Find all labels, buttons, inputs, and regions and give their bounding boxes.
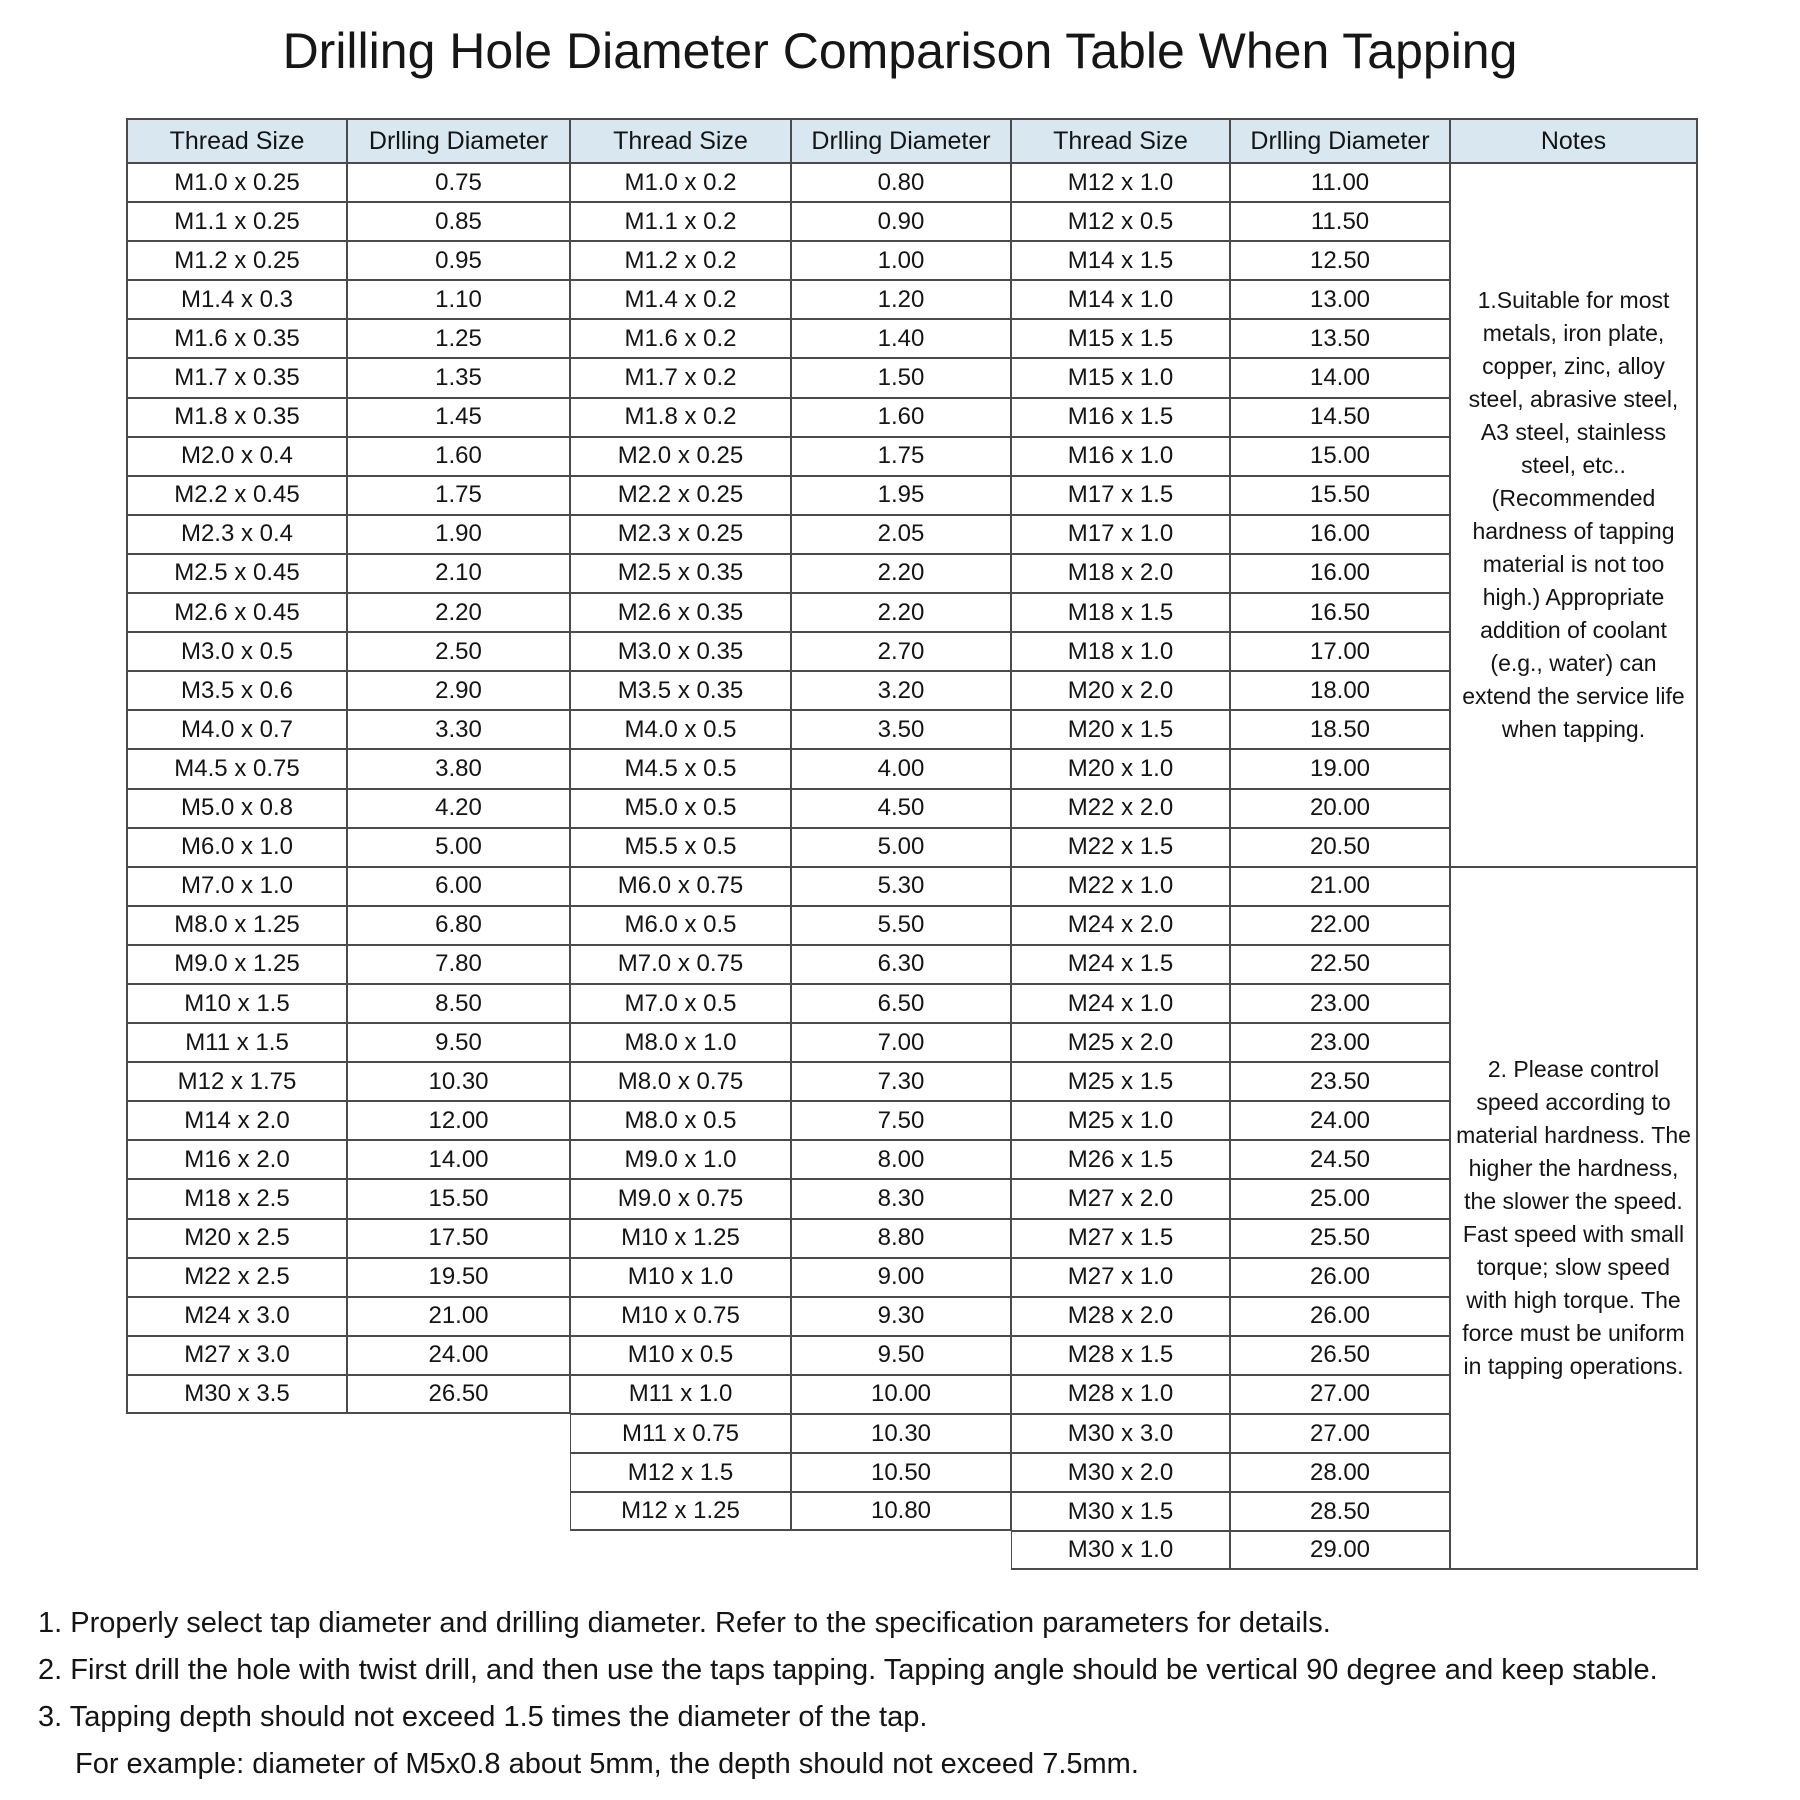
thread-size-cell: M7.0 x 0.75: [570, 945, 791, 984]
drill-diameter-cell: 24.00: [1230, 1101, 1450, 1140]
drill-diameter-cell: 1.00: [791, 241, 1011, 280]
drill-diameter-cell: 2.50: [347, 632, 570, 671]
thread-size-cell: M5.0 x 0.8: [126, 789, 347, 828]
drill-diameter-cell: 6.00: [347, 867, 570, 906]
drill-diameter-cell: 8.30: [791, 1179, 1011, 1218]
notes-cell: 1.Suitable for most metals, iron plate, copper, zinc, alloy steel, abrasive steel, A3 steel, stainless steel, etc..(Recommended hardness of tapping material is not too high.) Appropriate addition of coolant (e.g., water) can extend the service life when tapping.: [1450, 163, 1698, 867]
drill-diameter-cell: 1.95: [791, 476, 1011, 515]
drill-diameter-cell: 1.25: [347, 319, 570, 358]
drill-diameter-cell: 9.50: [791, 1336, 1011, 1375]
drill-diameter-cell: 5.30: [791, 867, 1011, 906]
drill-diameter-cell: 14.00: [347, 1140, 570, 1179]
drill-diameter-cell: 1.60: [791, 398, 1011, 437]
thread-size-cell: M1.0 x 0.2: [570, 163, 791, 202]
drill-diameter-cell: 0.80: [791, 163, 1011, 202]
drill-diameter-cell: 17.50: [347, 1219, 570, 1258]
drill-diameter-cell: 9.00: [791, 1258, 1011, 1297]
thread-size-cell: M2.6 x 0.35: [570, 593, 791, 632]
drill-diameter-cell: 2.20: [347, 593, 570, 632]
thread-size-cell: M18 x 1.0: [1011, 632, 1230, 671]
drill-diameter-cell: 20.00: [1230, 789, 1450, 828]
thread-size-cell: M5.5 x 0.5: [570, 828, 791, 867]
thread-size-cell: M27 x 1.0: [1011, 1258, 1230, 1297]
thread-size-cell: M25 x 1.0: [1011, 1101, 1230, 1140]
column-header: Thread Size: [570, 118, 791, 163]
drill-diameter-cell: 2.05: [791, 515, 1011, 554]
drill-diameter-cell: 4.20: [347, 789, 570, 828]
thread-size-cell: M14 x 1.5: [1011, 241, 1230, 280]
thread-size-cell: M14 x 1.0: [1011, 280, 1230, 319]
drill-diameter-cell: 15.50: [1230, 476, 1450, 515]
thread-size-cell: M26 x 1.5: [1011, 1140, 1230, 1179]
thread-size-cell: M10 x 0.5: [570, 1336, 791, 1375]
drill-diameter-cell: 1.45: [347, 398, 570, 437]
thread-size-cell: M1.2 x 0.2: [570, 241, 791, 280]
thread-size-cell: M20 x 1.0: [1011, 749, 1230, 788]
thread-size-cell: M1.8 x 0.35: [126, 398, 347, 437]
drill-diameter-cell: 18.00: [1230, 671, 1450, 710]
thread-size-cell: M30 x 3.0: [1011, 1414, 1230, 1453]
drill-diameter-cell: 16.50: [1230, 593, 1450, 632]
thread-size-cell: M24 x 1.0: [1011, 984, 1230, 1023]
drill-diameter-cell: 8.00: [791, 1140, 1011, 1179]
drill-diameter-cell: 1.35: [347, 358, 570, 397]
thread-size-cell: M1.4 x 0.3: [126, 280, 347, 319]
drill-diameter-cell: 9.50: [347, 1023, 570, 1062]
column-header: Drlling Diameter: [347, 118, 570, 163]
thread-size-cell: M12 x 0.5: [1011, 202, 1230, 241]
drill-diameter-cell: 19.00: [1230, 749, 1450, 788]
thread-size-cell: M30 x 1.5: [1011, 1492, 1230, 1531]
thread-size-cell: M1.1 x 0.2: [570, 202, 791, 241]
thread-size-cell: M6.0 x 0.5: [570, 906, 791, 945]
thread-size-cell: M4.5 x 0.5: [570, 749, 791, 788]
thread-size-cell: M4.5 x 0.75: [126, 749, 347, 788]
footer-note-example: For example: diameter of M5x0.8 about 5mm, the depth should not exceed 7.5mm.: [75, 1748, 1139, 1780]
drill-diameter-cell: 7.50: [791, 1101, 1011, 1140]
thread-size-cell: M28 x 1.5: [1011, 1336, 1230, 1375]
drill-diameter-cell: 11.00: [1230, 163, 1450, 202]
thread-size-cell: M8.0 x 0.75: [570, 1062, 791, 1101]
thread-size-cell: M15 x 1.5: [1011, 319, 1230, 358]
thread-size-cell: M3.0 x 0.35: [570, 632, 791, 671]
thread-size-cell: M12 x 1.25: [570, 1492, 791, 1531]
drill-diameter-cell: 0.85: [347, 202, 570, 241]
drill-diameter-cell: 21.00: [1230, 867, 1450, 906]
thread-size-cell: M9.0 x 0.75: [570, 1179, 791, 1218]
thread-size-cell: M16 x 2.0: [126, 1140, 347, 1179]
thread-size-cell: M8.0 x 1.25: [126, 906, 347, 945]
drill-diameter-cell: 10.00: [791, 1375, 1011, 1414]
drill-diameter-cell: 24.50: [1230, 1140, 1450, 1179]
thread-size-cell: M4.0 x 0.7: [126, 710, 347, 749]
drill-diameter-cell: 1.90: [347, 515, 570, 554]
drill-diameter-cell: 4.00: [791, 749, 1011, 788]
thread-size-cell: M1.7 x 0.2: [570, 358, 791, 397]
column-header: Thread Size: [1011, 118, 1230, 163]
thread-size-cell: M7.0 x 1.0: [126, 867, 347, 906]
thread-size-cell: M18 x 2.5: [126, 1179, 347, 1218]
drill-diameter-cell: 26.50: [1230, 1336, 1450, 1375]
drill-diameter-cell: 8.80: [791, 1219, 1011, 1258]
column-header: Thread Size: [126, 118, 347, 163]
drill-diameter-cell: 3.30: [347, 710, 570, 749]
thread-size-cell: M2.5 x 0.35: [570, 554, 791, 593]
thread-size-cell: M16 x 1.0: [1011, 437, 1230, 476]
thread-size-cell: M4.0 x 0.5: [570, 710, 791, 749]
drill-diameter-cell: 23.50: [1230, 1062, 1450, 1101]
thread-size-cell: M3.5 x 0.6: [126, 671, 347, 710]
drill-diameter-cell: 1.60: [347, 437, 570, 476]
thread-size-cell: M27 x 2.0: [1011, 1179, 1230, 1218]
drill-diameter-cell: 1.75: [347, 476, 570, 515]
drill-diameter-cell: 1.10: [347, 280, 570, 319]
drill-diameter-cell: 19.50: [347, 1258, 570, 1297]
comparison-table: [126, 118, 1698, 1570]
drill-diameter-cell: 12.50: [1230, 241, 1450, 280]
column-header: Drlling Diameter: [1230, 118, 1450, 163]
thread-size-cell: M12 x 1.5: [570, 1453, 791, 1492]
drill-diameter-cell: 27.00: [1230, 1414, 1450, 1453]
thread-size-cell: M2.0 x 0.25: [570, 437, 791, 476]
thread-size-cell: M1.6 x 0.35: [126, 319, 347, 358]
drill-diameter-cell: 28.00: [1230, 1453, 1450, 1492]
thread-size-cell: M18 x 1.5: [1011, 593, 1230, 632]
drill-diameter-cell: 25.50: [1230, 1219, 1450, 1258]
drill-diameter-cell: 3.50: [791, 710, 1011, 749]
drill-diameter-cell: 0.95: [347, 241, 570, 280]
thread-size-cell: M17 x 1.5: [1011, 476, 1230, 515]
thread-size-cell: M10 x 1.0: [570, 1258, 791, 1297]
thread-size-cell: M30 x 3.5: [126, 1375, 347, 1414]
thread-size-cell: M2.2 x 0.45: [126, 476, 347, 515]
thread-size-cell: M12 x 1.0: [1011, 163, 1230, 202]
thread-size-cell: M10 x 0.75: [570, 1297, 791, 1336]
drill-diameter-cell: 12.00: [347, 1101, 570, 1140]
drill-diameter-cell: 2.20: [791, 593, 1011, 632]
thread-size-cell: M22 x 1.0: [1011, 867, 1230, 906]
thread-size-cell: M17 x 1.0: [1011, 515, 1230, 554]
page-title: Drilling Hole Diameter Comparison Table When Tapping: [282, 23, 1518, 79]
thread-size-cell: M8.0 x 1.0: [570, 1023, 791, 1062]
drill-diameter-cell: 21.00: [347, 1297, 570, 1336]
thread-size-cell: M28 x 2.0: [1011, 1297, 1230, 1336]
drill-diameter-cell: 29.00: [1230, 1531, 1450, 1570]
thread-size-cell: M24 x 2.0: [1011, 906, 1230, 945]
thread-size-cell: M8.0 x 0.5: [570, 1101, 791, 1140]
thread-size-cell: M5.0 x 0.5: [570, 789, 791, 828]
thread-size-cell: M1.8 x 0.2: [570, 398, 791, 437]
thread-size-cell: M10 x 1.5: [126, 984, 347, 1023]
drill-diameter-cell: 2.10: [347, 554, 570, 593]
thread-size-cell: M16 x 1.5: [1011, 398, 1230, 437]
drill-diameter-cell: 22.00: [1230, 906, 1450, 945]
drill-diameter-cell: 23.00: [1230, 984, 1450, 1023]
thread-size-cell: M11 x 1.0: [570, 1375, 791, 1414]
drill-diameter-cell: 14.00: [1230, 358, 1450, 397]
thread-size-cell: M18 x 2.0: [1011, 554, 1230, 593]
thread-size-cell: M2.0 x 0.4: [126, 437, 347, 476]
thread-size-cell: M6.0 x 1.0: [126, 828, 347, 867]
drill-diameter-cell: 9.30: [791, 1297, 1011, 1336]
drill-diameter-cell: 5.00: [347, 828, 570, 867]
thread-size-cell: M22 x 2.0: [1011, 789, 1230, 828]
drill-diameter-cell: 1.75: [791, 437, 1011, 476]
thread-size-cell: M27 x 1.5: [1011, 1219, 1230, 1258]
thread-size-cell: M12 x 1.75: [126, 1062, 347, 1101]
thread-size-cell: M3.0 x 0.5: [126, 632, 347, 671]
drill-diameter-cell: 20.50: [1230, 828, 1450, 867]
drill-diameter-cell: 3.20: [791, 671, 1011, 710]
drill-diameter-cell: 16.00: [1230, 515, 1450, 554]
drill-diameter-cell: 3.80: [347, 749, 570, 788]
thread-size-cell: M2.3 x 0.25: [570, 515, 791, 554]
thread-size-cell: M2.6 x 0.45: [126, 593, 347, 632]
thread-size-cell: M25 x 1.5: [1011, 1062, 1230, 1101]
drill-diameter-cell: 2.20: [791, 554, 1011, 593]
drill-diameter-cell: 1.20: [791, 280, 1011, 319]
footer-note-1: 1. Properly select tap diameter and drilling diameter. Refer to the specification parameters for details.: [38, 1607, 1331, 1639]
column-header: Notes: [1450, 118, 1698, 163]
thread-size-cell: M10 x 1.25: [570, 1219, 791, 1258]
drill-diameter-cell: 6.30: [791, 945, 1011, 984]
drill-diameter-cell: 15.50: [347, 1179, 570, 1218]
drill-diameter-cell: 6.80: [347, 906, 570, 945]
drill-diameter-cell: 14.50: [1230, 398, 1450, 437]
thread-size-cell: M20 x 1.5: [1011, 710, 1230, 749]
drill-diameter-cell: 18.50: [1230, 710, 1450, 749]
footer-note-3: 3. Tapping depth should not exceed 1.5 times the diameter of the tap.: [38, 1701, 928, 1733]
drill-diameter-cell: 26.00: [1230, 1297, 1450, 1336]
drill-diameter-cell: 13.00: [1230, 280, 1450, 319]
thread-size-cell: M2.2 x 0.25: [570, 476, 791, 515]
drill-diameter-cell: 2.70: [791, 632, 1011, 671]
thread-size-cell: M15 x 1.0: [1011, 358, 1230, 397]
thread-size-cell: M28 x 1.0: [1011, 1375, 1230, 1414]
drill-diameter-cell: 25.00: [1230, 1179, 1450, 1218]
thread-size-cell: M30 x 1.0: [1011, 1531, 1230, 1570]
thread-size-cell: M2.3 x 0.4: [126, 515, 347, 554]
thread-size-cell: M3.5 x 0.35: [570, 671, 791, 710]
drill-diameter-cell: 0.75: [347, 163, 570, 202]
drill-diameter-cell: 7.00: [791, 1023, 1011, 1062]
drill-diameter-cell: 4.50: [791, 789, 1011, 828]
thread-size-cell: M1.4 x 0.2: [570, 280, 791, 319]
drill-diameter-cell: 7.80: [347, 945, 570, 984]
drill-diameter-cell: 28.50: [1230, 1492, 1450, 1531]
drill-diameter-cell: 26.50: [347, 1375, 570, 1414]
drill-diameter-cell: 0.90: [791, 202, 1011, 241]
thread-size-cell: M20 x 2.0: [1011, 671, 1230, 710]
drill-diameter-cell: 24.00: [347, 1336, 570, 1375]
thread-size-cell: M7.0 x 0.5: [570, 984, 791, 1023]
drill-diameter-cell: 1.40: [791, 319, 1011, 358]
thread-size-cell: M1.0 x 0.25: [126, 163, 347, 202]
thread-size-cell: M22 x 2.5: [126, 1258, 347, 1297]
drill-diameter-cell: 27.00: [1230, 1375, 1450, 1414]
thread-size-cell: M24 x 3.0: [126, 1297, 347, 1336]
thread-size-cell: M1.2 x 0.25: [126, 241, 347, 280]
thread-size-cell: M27 x 3.0: [126, 1336, 347, 1375]
drill-diameter-cell: 10.80: [791, 1492, 1011, 1531]
drill-diameter-cell: 16.00: [1230, 554, 1450, 593]
drill-diameter-cell: 13.50: [1230, 319, 1450, 358]
drill-diameter-cell: 22.50: [1230, 945, 1450, 984]
drill-diameter-cell: 11.50: [1230, 202, 1450, 241]
thread-size-cell: M20 x 2.5: [126, 1219, 347, 1258]
drill-diameter-cell: 26.00: [1230, 1258, 1450, 1297]
thread-size-cell: M11 x 0.75: [570, 1414, 791, 1453]
drill-diameter-cell: 7.30: [791, 1062, 1011, 1101]
drill-diameter-cell: 10.30: [347, 1062, 570, 1101]
drill-diameter-cell: 10.50: [791, 1453, 1011, 1492]
drill-diameter-cell: 15.00: [1230, 437, 1450, 476]
thread-size-cell: M24 x 1.5: [1011, 945, 1230, 984]
thread-size-cell: M25 x 2.0: [1011, 1023, 1230, 1062]
footer-note-2: 2. First drill the hole with twist drill, and then use the taps tapping. Tapping angle should be vertical 90 degree and keep stable.: [38, 1654, 1658, 1686]
notes-cell: 2. Please control speed according to material hardness. The higher the hardness, the slower the speed. Fast speed with small torque; slow speed with high torque. The force must be uniform in tapping operations.: [1450, 867, 1698, 1571]
footer-notes: [38, 1600, 1658, 1788]
thread-size-cell: M1.6 x 0.2: [570, 319, 791, 358]
drill-diameter-cell: 8.50: [347, 984, 570, 1023]
thread-size-cell: M1.1 x 0.25: [126, 202, 347, 241]
drill-diameter-cell: 5.00: [791, 828, 1011, 867]
thread-size-cell: M6.0 x 0.75: [570, 867, 791, 906]
drill-diameter-cell: 23.00: [1230, 1023, 1450, 1062]
thread-size-cell: M14 x 2.0: [126, 1101, 347, 1140]
thread-size-cell: M9.0 x 1.0: [570, 1140, 791, 1179]
drill-diameter-cell: 2.90: [347, 671, 570, 710]
thread-size-cell: M2.5 x 0.45: [126, 554, 347, 593]
column-header: Drlling Diameter: [791, 118, 1011, 163]
drill-diameter-cell: 17.00: [1230, 632, 1450, 671]
thread-size-cell: M22 x 1.5: [1011, 828, 1230, 867]
drill-diameter-cell: 1.50: [791, 358, 1011, 397]
thread-size-cell: M1.7 x 0.35: [126, 358, 347, 397]
drill-diameter-cell: 6.50: [791, 984, 1011, 1023]
thread-size-cell: M30 x 2.0: [1011, 1453, 1230, 1492]
thread-size-cell: M9.0 x 1.25: [126, 945, 347, 984]
drill-diameter-cell: 10.30: [791, 1414, 1011, 1453]
thread-size-cell: M11 x 1.5: [126, 1023, 347, 1062]
drill-diameter-cell: 5.50: [791, 906, 1011, 945]
